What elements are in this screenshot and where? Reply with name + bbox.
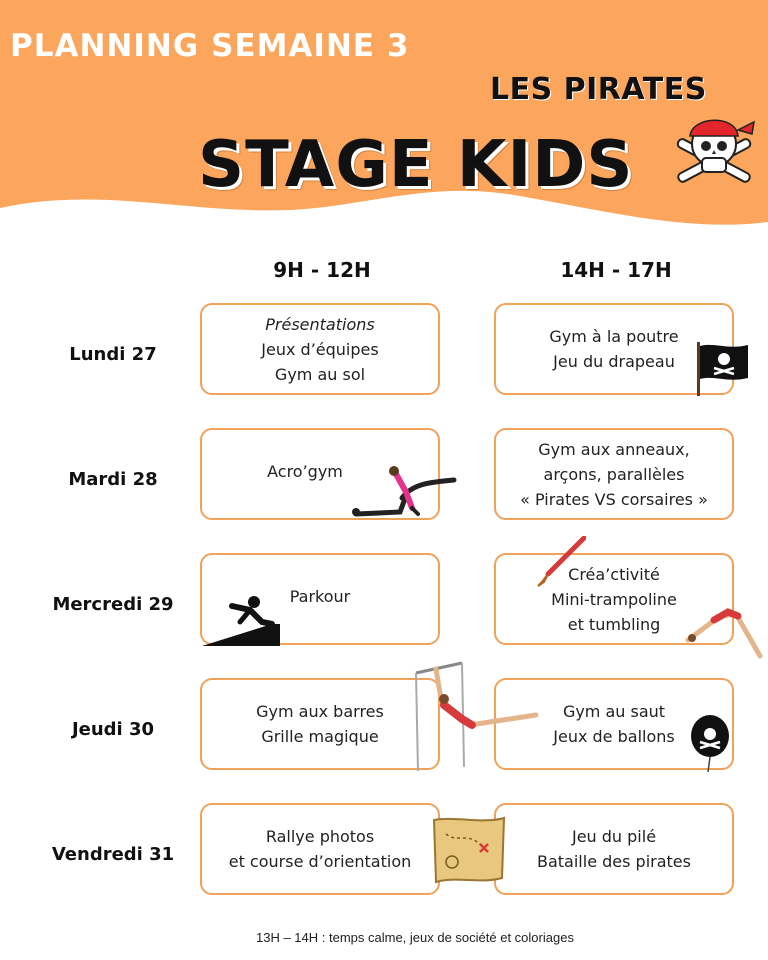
activity-line: Parkour: [289, 586, 351, 606]
activity-line: Bataille des pirates: [537, 852, 691, 871]
day-label-wednesday: Mercredi 29: [52, 594, 174, 615]
activity-line: « Pirates VS corsaires »: [520, 489, 708, 509]
activity-box-friday-morning: [200, 803, 440, 895]
activity-line: Jeu du drapeau: [553, 352, 675, 371]
day-label-friday: Vendredi 31: [51, 844, 175, 865]
planning-title: PLANNING SEMAINE 3: [10, 28, 410, 64]
day-label-thursday: Jeudi 30: [71, 719, 155, 740]
activity-line: Jeux d’équipes: [261, 339, 379, 359]
column-header-afternoon: 14H - 17H: [560, 258, 672, 282]
activity-line: Gym au sol: [274, 364, 366, 384]
activity-line: et tumbling: [567, 614, 661, 634]
activity-line: Mini-trampoline: [551, 589, 677, 609]
activity-line: Jeu du pilé: [571, 827, 657, 846]
activity-line: Gym à la poutre: [549, 327, 679, 346]
paintbrush-icon: [534, 536, 586, 588]
theme-title: LES PIRATES: [490, 72, 707, 107]
activity-line: Jeux de ballons: [553, 727, 675, 746]
day-label-tuesday: Mardi 28: [68, 469, 158, 490]
footer-note: 13H – 14H : temps calme, jeux de société et coloriages: [256, 930, 574, 945]
activity-line: Gym aux anneaux,: [538, 439, 690, 459]
treasure-map-icon: [428, 814, 510, 886]
skull-balloon-icon: [688, 714, 732, 774]
activity-line: Gym aux barres: [256, 702, 384, 721]
activity-box-tuesday-afternoon: [494, 428, 734, 520]
pirate-flag-icon: [694, 340, 752, 398]
column-header-morning: 9H - 12H: [273, 258, 371, 282]
activity-line: Rallye photos: [265, 827, 375, 846]
stage-title: STAGE KIDS: [198, 128, 634, 202]
activity-line: Acro’gym: [267, 461, 343, 481]
activity-box-friday-afternoon: [494, 803, 734, 895]
day-label-monday: Lundi 27: [69, 344, 157, 365]
activity-box-monday-morning: [200, 303, 440, 395]
activity-line: Présentations: [265, 314, 375, 334]
activity-line: Gym au saut: [562, 702, 666, 721]
activity-line: et course d’orientation: [228, 852, 412, 871]
activity-line: Grille magique: [261, 727, 379, 746]
parkour-silhouette-icon: [202, 594, 284, 648]
skull-crossbones-icon: [668, 108, 760, 184]
activity-box-thursday-morning: [200, 678, 440, 770]
diving-gymnast-icon: [684, 600, 764, 660]
acrogym-figures-icon: [350, 462, 460, 522]
activity-line: arçons, parallèles: [543, 464, 685, 484]
activity-line: Créa’ctivité: [568, 564, 660, 584]
high-bar-gymnast-icon: [410, 655, 540, 773]
